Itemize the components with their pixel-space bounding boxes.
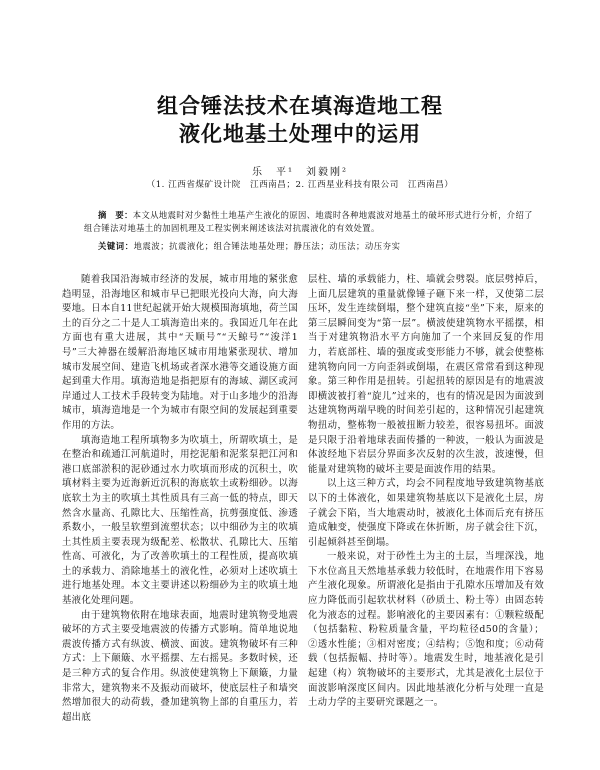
body-column-right bbox=[308, 273, 544, 765]
body-paragraph: 随着我国沿海城市经济的发展，城市用地的紧张愈趋明显，沿海地区和城市早已把眼光投向大海，向大海要地。日本自11世纪起就开始大规模围海填地，荷兰国土的百分之二十是人工填海造出来的。我国近几年在此方面也有重大进展，其中“天顺号”“天鲸号”“浚洋1号”三大神器在缓解沿海地区城市用地紧张现状、增加城市发展空间、建造飞机场或者深水港等交通设施方面起到重大作用。填海造地是指把原有的海域、湖区或河岸通过人工技术手段转变为陆地。对于山多地少的沿海城市，填海造地是一个为城市有限空间的发展起到重要作用的方法。 bbox=[62, 274, 298, 431]
body-paragraph: 以上这三种方式，均会不同程度地导致建筑物基底以下的土体液化，如果建筑物基底以下是液化土层，房子就会下陷，当大地震动时，被液化土体而后充有挤压造成触变，使强度下降或在休折断，房子就会往下沉，引起倾斜甚至倒塌。 bbox=[308, 478, 544, 548]
affiliations: （1. 江西省煤矿设计院 江西南昌；2. 江西星业科技有限公司 江西南昌） bbox=[146, 180, 454, 190]
abstract bbox=[84, 209, 534, 235]
abstract-text: 本文从地震时对少黏性土地基产生液化的原因、地震时各种地震波对地基土的破坏形式进行分析，介绍了组合锤法对地基土的加固机理及工程实例来阐述该法对抗震液化的有效处置。 bbox=[84, 210, 533, 233]
abstract-label: 摘 要： bbox=[98, 210, 133, 220]
body-paragraph: 填海造地工程所填物多为吹填土，所谓吹填土，是在整治和疏通江河航道时，用挖泥船和泥浆泵把江河和港口底部淤积的泥砂通过水力吹填而形成的沉积土，吹填材料主要为近海新近沉积的海底软土或粉细砂。以海底软土为主的吹填土其性质具有三高一低的特点，即天然含水量高、孔隙比大、压缩性高，抗剪强度低、渗透系数小，一般呈软塑到流塑状态；以中细砂为主的吹填土其性质主要表现为级配差、松散状、孔隙比大、压缩性高、可液化，为了改善吹填土的工程性质，提高吹填土的承载力、消除地基土的液化性，必须对上述吹填土进行地基处理。本文主要讲述以粉细砂为主的吹填土地基液化处理问题。 bbox=[62, 434, 298, 607]
body-paragraph: 一般来说，对于砂性土为主的土层，当埋深浅，地下水位高且天然地基承载力较低时，在地震作用下容易产生液化现象。所谓液化是指由于孔隙水压增加及有效应力降低而引起软状材料（砂质土、粉土等）由固态转化为液态的过程。影响液化的主要因素有：①颗粒级配（包括黏粒、粉粒质量含量，平均粒径d50的含量）；②透水性能；③相对密度；④结构；⑤饱和度；⑥动荷载（包括振幅、持时等）。地震发生时，地基液化是引起建（构）筑物破坏的主要形式，尤其是液化土层位于面波影响深度区间内。因此地基液化分析与处理一直是土动力学的主要研究课题之一。 bbox=[308, 551, 544, 709]
keywords-text: 地震波；抗震液化；组合锤法地基处理；静压法；动压法；动压夯实 bbox=[133, 241, 401, 251]
paper-title-line-2: 液化地基土处理中的运用 bbox=[179, 122, 421, 146]
keywords-label: 关键词： bbox=[98, 241, 134, 251]
paper-title-line-1: 组合锤法技术在填海造地工程 bbox=[157, 94, 443, 118]
keywords bbox=[84, 240, 534, 253]
body-column-left bbox=[62, 273, 298, 765]
body-paragraph: 层柱、墙的承载能力，柱、墙就会劈裂。底层劈掉后，上面几层建筑的重量就像锤子砸下来一样，又使第二层压坏，发生连续倒塌，整个建筑直接“坐”下来，原来的第三层瞬间变为“第一层”。横波使建筑物水平摇摆，相当于对建筑物沿水平方向施加了一个来回反复的作用力，若底部柱、墙的强度或变形能力不够，就会使整栋建筑物向同一方向歪斜或倒塌，在震区常常看到这种现象。第三种作用是扭转。引起扭转的原因是有的地震波即横波被打着“旋儿”过来的，也有的情况是因为面波到达建筑物两端早晚的时间差引起的，这种情况引起建筑物扭动，整栋物一般被扭断力较差，很容易扭坏。面波是只限于沿着地球表面传播的一种波，一般认为面波是体波经地下岩层分界面多次反射的次生波，波速慢，但能量对建筑物的破坏主要是面波作用的结果。 bbox=[308, 274, 544, 475]
authors: 乐 平¹ 刘毅刚² bbox=[251, 167, 349, 178]
body-paragraph: 由于建筑物依附在地球表面，地震时建筑物受地震破坏的方式主要受地震波的传播方式影响。简单地说地震波传播方式有纵波、横波、面波。建筑物破坏有三种方式：上下颠簸、水平摇摆、左右摇晃。多数时候，还是三种方式的复合作用。纵波使建筑物上下颠簸，力量非常大，建筑物来不及振动而破坏，使底层柱子和墙突然增加很大的动荷载，叠加建筑物上部的自重压力，若超出底 bbox=[62, 609, 298, 723]
